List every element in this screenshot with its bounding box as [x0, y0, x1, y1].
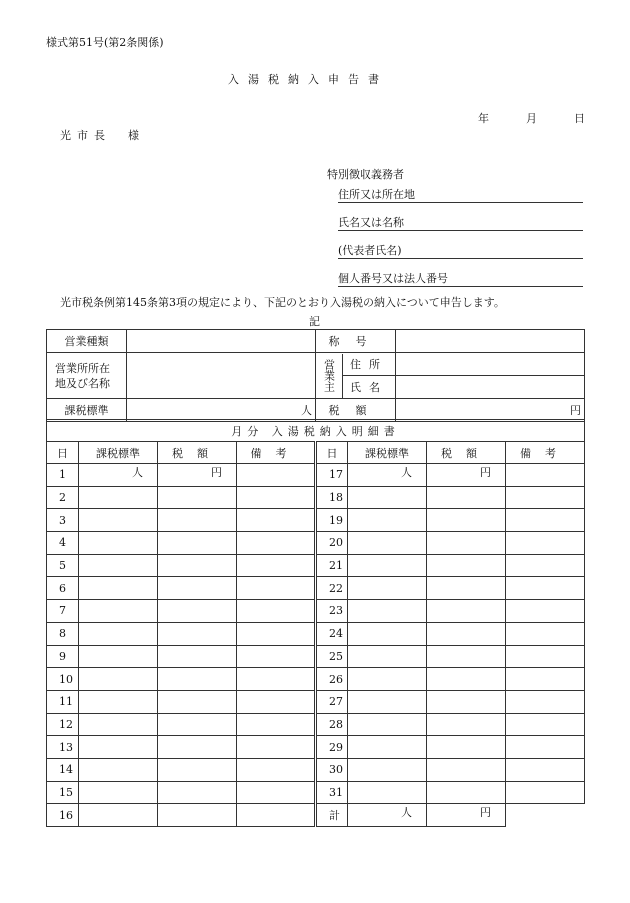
- payer-name-field[interactable]: [338, 214, 583, 231]
- operator-name-label: 氏名: [350, 380, 388, 394]
- left-tax-amount-header: 税額: [158, 442, 237, 464]
- left-remarks-input[interactable]: [237, 781, 316, 804]
- right-day-number: 17: [316, 464, 348, 487]
- left-tax-base-input[interactable]: [79, 577, 158, 600]
- left-day-number: 9: [47, 645, 79, 668]
- payer-name-label: 氏名又は名称: [338, 216, 404, 229]
- left-tax-amount-input[interactable]: [158, 486, 237, 509]
- right-tax-amount-input[interactable]: [427, 486, 506, 509]
- left-day-number: 4: [47, 532, 79, 555]
- date-month-label: 月: [526, 112, 537, 125]
- right-day-number: 21: [316, 554, 348, 577]
- right-tax-base-header: 課税標準: [348, 442, 427, 464]
- operator-label: 営業主: [322, 359, 336, 392]
- left-tax-base-input[interactable]: [79, 736, 158, 759]
- right-tax-base-input[interactable]: [348, 645, 427, 668]
- right-remarks-input[interactable]: [506, 577, 585, 600]
- table-row: [47, 804, 585, 827]
- payer-rep-field[interactable]: [338, 242, 583, 259]
- left-tax-amount-input[interactable]: [158, 464, 237, 487]
- table-row: [47, 668, 585, 691]
- detail-title: 月分 入湯税納入明細書: [47, 420, 585, 442]
- tax-base-label: 課税標準: [47, 399, 127, 422]
- trade-name-label: 称号: [316, 330, 396, 353]
- right-remarks-input[interactable]: [506, 486, 585, 509]
- right-tax-base-input[interactable]: [348, 622, 427, 645]
- right-tax-base-input[interactable]: [348, 690, 427, 713]
- unit-label: 円: [480, 466, 491, 479]
- right-tax-amount-input[interactable]: [427, 622, 506, 645]
- right-tax-amount-input[interactable]: [427, 758, 506, 781]
- payer-address-label: 住所又は所在地: [338, 188, 415, 201]
- right-remarks-input[interactable]: [506, 758, 585, 781]
- tax-amount-unit: 円: [570, 404, 581, 417]
- right-tax-base-input[interactable]: [348, 600, 427, 623]
- right-tax-amount-input[interactable]: [427, 645, 506, 668]
- left-tax-base-input[interactable]: [79, 464, 158, 487]
- left-tax-base-input[interactable]: [79, 622, 158, 645]
- location-label-line2: 地及び名称: [55, 376, 110, 390]
- table-row: [47, 464, 585, 487]
- form-code: 様式第51号(第2条関係): [46, 36, 164, 49]
- right-tax-base-input[interactable]: [348, 486, 427, 509]
- left-tax-amount-input[interactable]: [158, 668, 237, 691]
- operator-address-input[interactable]: [396, 353, 585, 376]
- right-day-number: 20: [316, 532, 348, 555]
- left-remarks-input[interactable]: [237, 577, 316, 600]
- right-day-header: 日: [316, 442, 348, 464]
- left-day-header: 日: [47, 442, 79, 464]
- right-tax-base-input[interactable]: [348, 758, 427, 781]
- tax-amount-label: 税額: [316, 399, 396, 422]
- table-row: [47, 713, 585, 736]
- left-tax-amount-input[interactable]: [158, 645, 237, 668]
- left-tax-amount-input[interactable]: [158, 622, 237, 645]
- business-type-input[interactable]: [127, 330, 316, 353]
- right-remarks-input[interactable]: [506, 668, 585, 691]
- right-remarks-input[interactable]: [506, 622, 585, 645]
- right-day-number: 24: [316, 622, 348, 645]
- table-row: [47, 645, 585, 668]
- left-remarks-input[interactable]: [237, 713, 316, 736]
- left-day-number: 12: [47, 713, 79, 736]
- right-remarks-input[interactable]: [506, 554, 585, 577]
- payer-address-field[interactable]: [338, 186, 583, 203]
- left-day-number: 3: [47, 509, 79, 532]
- left-remarks-input[interactable]: [237, 464, 316, 487]
- total-tax-amount-input[interactable]: [427, 804, 506, 827]
- left-tax-base-input[interactable]: [79, 668, 158, 691]
- left-remarks-input[interactable]: [237, 509, 316, 532]
- right-remarks-input[interactable]: [506, 532, 585, 555]
- left-remarks-input[interactable]: [237, 690, 316, 713]
- table-row: [47, 532, 585, 555]
- total-blank: [506, 804, 585, 827]
- right-remarks-input[interactable]: [506, 464, 585, 487]
- unit-label: 人: [401, 806, 412, 820]
- left-day-number: 7: [47, 600, 79, 623]
- right-tax-base-input[interactable]: [348, 532, 427, 555]
- table-row: [47, 577, 585, 600]
- unit-label: 人: [132, 466, 143, 479]
- right-tax-base-input[interactable]: [348, 713, 427, 736]
- right-remarks-input[interactable]: [506, 713, 585, 736]
- left-tax-base-input[interactable]: [79, 645, 158, 668]
- total-label: 計: [316, 804, 348, 827]
- right-day-number: 31: [316, 781, 348, 804]
- payer-rep-label: (代表者氏名): [338, 244, 402, 257]
- left-remarks-input[interactable]: [237, 804, 316, 827]
- location-input[interactable]: [127, 353, 316, 399]
- right-remarks-input[interactable]: [506, 645, 585, 668]
- date-year-label: 年: [478, 112, 489, 125]
- right-day-number: 26: [316, 668, 348, 691]
- left-remarks-input[interactable]: [237, 532, 316, 555]
- right-remarks-header: 備考: [506, 442, 585, 464]
- right-day-number: 27: [316, 690, 348, 713]
- left-tax-base-input[interactable]: [79, 758, 158, 781]
- left-day-number: 1: [47, 464, 79, 487]
- left-tax-base-header: 課税標準: [79, 442, 158, 464]
- location-label-line1: 営業所所在: [55, 361, 110, 375]
- right-tax-amount-input[interactable]: [427, 713, 506, 736]
- right-tax-base-input[interactable]: [348, 554, 427, 577]
- left-tax-base-input[interactable]: [79, 781, 158, 804]
- left-tax-amount-input[interactable]: [158, 600, 237, 623]
- right-tax-amount-input[interactable]: [427, 509, 506, 532]
- left-remarks-header: 備考: [237, 442, 316, 464]
- location-label: [47, 353, 127, 399]
- right-day-number: 25: [316, 645, 348, 668]
- left-tax-base-input[interactable]: [79, 600, 158, 623]
- table-row: [47, 690, 585, 713]
- left-day-number: 6: [47, 577, 79, 600]
- left-tax-amount-input[interactable]: [158, 736, 237, 759]
- unit-label: 円: [211, 466, 222, 479]
- tax-base-unit: 人: [301, 404, 312, 417]
- left-tax-base-input[interactable]: [79, 713, 158, 736]
- payer-heading: 特別徴収義務者: [327, 168, 404, 181]
- right-tax-base-input[interactable]: [348, 736, 427, 759]
- left-day-number: 2: [47, 486, 79, 509]
- left-remarks-input[interactable]: [237, 668, 316, 691]
- right-tax-base-input[interactable]: [348, 668, 427, 691]
- table-row: [47, 554, 585, 577]
- left-tax-amount-input[interactable]: [158, 804, 237, 827]
- right-remarks-input[interactable]: [506, 690, 585, 713]
- left-day-number: 15: [47, 781, 79, 804]
- right-day-number: 22: [316, 577, 348, 600]
- left-day-number: 16: [47, 804, 79, 827]
- right-day-number: 30: [316, 758, 348, 781]
- table-row: [47, 736, 585, 759]
- unit-label: 円: [480, 806, 491, 820]
- left-tax-base-input[interactable]: [79, 690, 158, 713]
- date-day-label: 日: [574, 112, 585, 125]
- left-remarks-input[interactable]: [237, 736, 316, 759]
- left-tax-amount-input[interactable]: [158, 554, 237, 577]
- left-day-number: 13: [47, 736, 79, 759]
- left-remarks-input[interactable]: [237, 645, 316, 668]
- left-tax-base-input[interactable]: [79, 554, 158, 577]
- payer-id-field[interactable]: [338, 270, 583, 287]
- operator-name-input[interactable]: [396, 376, 585, 399]
- right-tax-amount-input[interactable]: [427, 690, 506, 713]
- left-tax-amount-input[interactable]: [158, 690, 237, 713]
- right-tax-amount-input[interactable]: [427, 577, 506, 600]
- left-tax-amount-input[interactable]: [158, 577, 237, 600]
- left-remarks-input[interactable]: [237, 758, 316, 781]
- addressee: 光市長 様: [60, 129, 145, 142]
- left-tax-amount-input[interactable]: [158, 713, 237, 736]
- left-tax-amount-input[interactable]: [158, 509, 237, 532]
- left-tax-base-input[interactable]: [79, 532, 158, 555]
- summary-table: [46, 329, 585, 422]
- business-type-label: 営業種類: [47, 330, 127, 353]
- table-row: [47, 509, 585, 532]
- right-day-number: 28: [316, 713, 348, 736]
- left-day-number: 11: [47, 690, 79, 713]
- right-remarks-input[interactable]: [506, 736, 585, 759]
- right-tax-amount-input[interactable]: [427, 781, 506, 804]
- table-row: [47, 486, 585, 509]
- left-day-number: 10: [47, 668, 79, 691]
- left-remarks-input[interactable]: [237, 600, 316, 623]
- left-day-number: 14: [47, 758, 79, 781]
- left-tax-amount-input[interactable]: [158, 758, 237, 781]
- right-day-number: 18: [316, 486, 348, 509]
- left-tax-base-input[interactable]: [79, 509, 158, 532]
- left-day-number: 8: [47, 622, 79, 645]
- right-tax-amount-input[interactable]: [427, 532, 506, 555]
- right-tax-base-input[interactable]: [348, 509, 427, 532]
- table-row: [47, 758, 585, 781]
- right-tax-amount-input[interactable]: [427, 554, 506, 577]
- left-tax-base-input[interactable]: [79, 804, 158, 827]
- right-tax-base-input[interactable]: [348, 577, 427, 600]
- operator-address-label: 住所: [343, 354, 395, 377]
- unit-label: 人: [401, 466, 412, 479]
- table-row: [47, 622, 585, 645]
- left-remarks-input[interactable]: [237, 622, 316, 645]
- right-day-number: 23: [316, 600, 348, 623]
- detail-table: [46, 419, 585, 827]
- right-day-number: 29: [316, 736, 348, 759]
- right-tax-amount-input[interactable]: [427, 464, 506, 487]
- detail-column-headers: [47, 442, 585, 464]
- total-tax-base-input[interactable]: [348, 804, 427, 827]
- ki-label: 記: [309, 315, 320, 328]
- right-tax-amount-input[interactable]: [427, 736, 506, 759]
- right-remarks-input[interactable]: [506, 600, 585, 623]
- trade-name-input[interactable]: [396, 330, 585, 353]
- left-tax-amount-input[interactable]: [158, 781, 237, 804]
- payer-id-label: 個人番号又は法人番号: [338, 272, 448, 285]
- left-tax-base-input[interactable]: [79, 486, 158, 509]
- statement: 光市税条例第145条第3項の規定により、下記のとおり入湯税の納入について申告します。: [60, 296, 505, 309]
- operator-cell: [316, 353, 396, 399]
- right-tax-base-input[interactable]: [348, 464, 427, 487]
- table-row: [47, 600, 585, 623]
- table-row: [47, 781, 585, 804]
- form-title: 入湯税納入申告書: [228, 73, 388, 86]
- left-day-number: 5: [47, 554, 79, 577]
- left-remarks-input[interactable]: [237, 554, 316, 577]
- right-remarks-input[interactable]: [506, 509, 585, 532]
- right-remarks-input[interactable]: [506, 781, 585, 804]
- right-tax-base-input[interactable]: [348, 781, 427, 804]
- right-tax-amount-header: 税額: [427, 442, 506, 464]
- left-remarks-input[interactable]: [237, 486, 316, 509]
- right-tax-amount-input[interactable]: [427, 600, 506, 623]
- right-day-number: 19: [316, 509, 348, 532]
- right-tax-amount-input[interactable]: [427, 668, 506, 691]
- left-tax-amount-input[interactable]: [158, 532, 237, 555]
